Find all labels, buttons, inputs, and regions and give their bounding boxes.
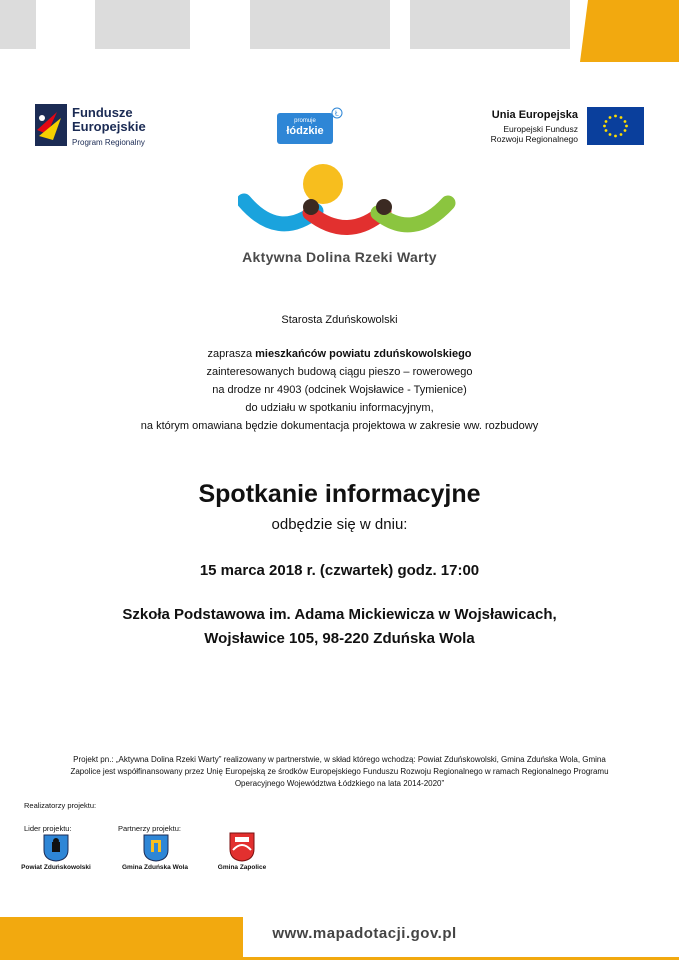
project-info-line-1: Projekt pn.: „Aktywna Dolina Rzeki Warty” realizowany w partnerstwie, w skład którego wchodzą: Powiat Zduńskowolski, Gmina Zduńska Wola, Gmina: [73, 755, 606, 764]
fe-flag-icon: [35, 104, 67, 146]
top-decor-bar-3: [250, 0, 390, 49]
adrw-logo-text: Aktywna Dolina Rzeki Warty: [242, 249, 437, 265]
fundusze-europejskie-logo: [35, 104, 175, 148]
project-info-line-2: Zapolice jest współfinansowany przez Unię Europejską ze środków Europejskiego Funduszu Rozwoju Regionalnego w ramach Regionalnego Programu: [70, 767, 609, 776]
event-date: 15 marca 2018 r. (czwartek) godz. 17:00: [199, 562, 480, 579]
invite-line-1: [0, 345, 679, 363]
svg-text:Ł: Ł: [335, 110, 339, 118]
lodzkie-logo: [277, 113, 333, 144]
invite-line-1-prefix: zaprasza: [207, 348, 256, 360]
page-title: Spotkanie informacyjne: [198, 480, 481, 508]
top-decor-bar-1: [0, 0, 36, 49]
invite-line-5: na którym omawiana będzie dokumentacja projektowa w zakresie ww. rozbudowy: [140, 420, 539, 432]
lodzkie-badge-icon: [331, 107, 343, 119]
invite-line-3: na drodze nr 4903 (odcinek Wojsławice - Tymienice): [212, 384, 467, 396]
lodzkie-big-text: łódzkie: [286, 125, 324, 137]
partnerzy-label: Partnerzy projektu:: [118, 824, 181, 833]
gmina-zdunska-wola-crest-icon: [143, 834, 169, 862]
invite-line-4: do udziału w spotkaniu informacyjnym,: [245, 402, 434, 414]
orange-corner-decor: [580, 0, 679, 62]
starosta-line: Starosta Zduńskowolski: [281, 314, 398, 326]
lodzkie-small-text: promuje: [294, 118, 316, 124]
invite-line-1-bold: mieszkańców powiatu zduńskowolskiego: [255, 348, 472, 360]
invite-line-2: zainteresowanych budową ciągu pieszo – rowerowego: [206, 366, 473, 378]
powiat-crest-icon: [43, 834, 69, 862]
top-decor-bar-2: [95, 0, 190, 49]
page-subtitle: odbędzie się w dniu:: [271, 516, 408, 533]
ue-text-block: [440, 109, 578, 144]
adrw-logo-icon: [238, 163, 456, 243]
fe-title-line1: Fundusze: [72, 105, 133, 120]
ue-title: Unia Europejska: [491, 109, 578, 121]
lider-label: Lider projektu:: [24, 824, 72, 833]
event-place-line-2: Wojsławice 105, 98-220 Zduńska Wola: [204, 630, 475, 647]
footer-url-link[interactable]: www.mapadotacji.gov.pl: [272, 925, 457, 942]
gmina-zapolice-crest-label: Gmina Zapolice: [217, 864, 267, 871]
eu-flag-icon: [587, 107, 644, 145]
project-info-line-3: Operacyjnego Województwa Łódzkiego na lata 2014-2020”: [234, 779, 445, 788]
gmina-zdunska-wola-crest-label: Gmina Zduńska Wola: [122, 864, 188, 871]
fe-title-line2: Europejskie: [72, 119, 146, 134]
realizatorzy-label: Realizatorzy projektu:: [24, 801, 97, 810]
ue-subtitle-2: Rozwoju Regionalnego: [490, 134, 578, 144]
fe-subtitle: Program Regionalny: [72, 138, 145, 147]
gmina-zapolice-crest-icon: [229, 832, 255, 862]
top-decor-bar-4: [410, 0, 570, 49]
ue-subtitle-1: Europejski Fundusz: [503, 124, 578, 134]
event-place-line-1: Szkoła Podstawowa im. Adama Mickiewicza w Wojsławicach,: [122, 606, 557, 623]
powiat-crest-label: Powiat Zduńskowolski: [21, 864, 91, 871]
